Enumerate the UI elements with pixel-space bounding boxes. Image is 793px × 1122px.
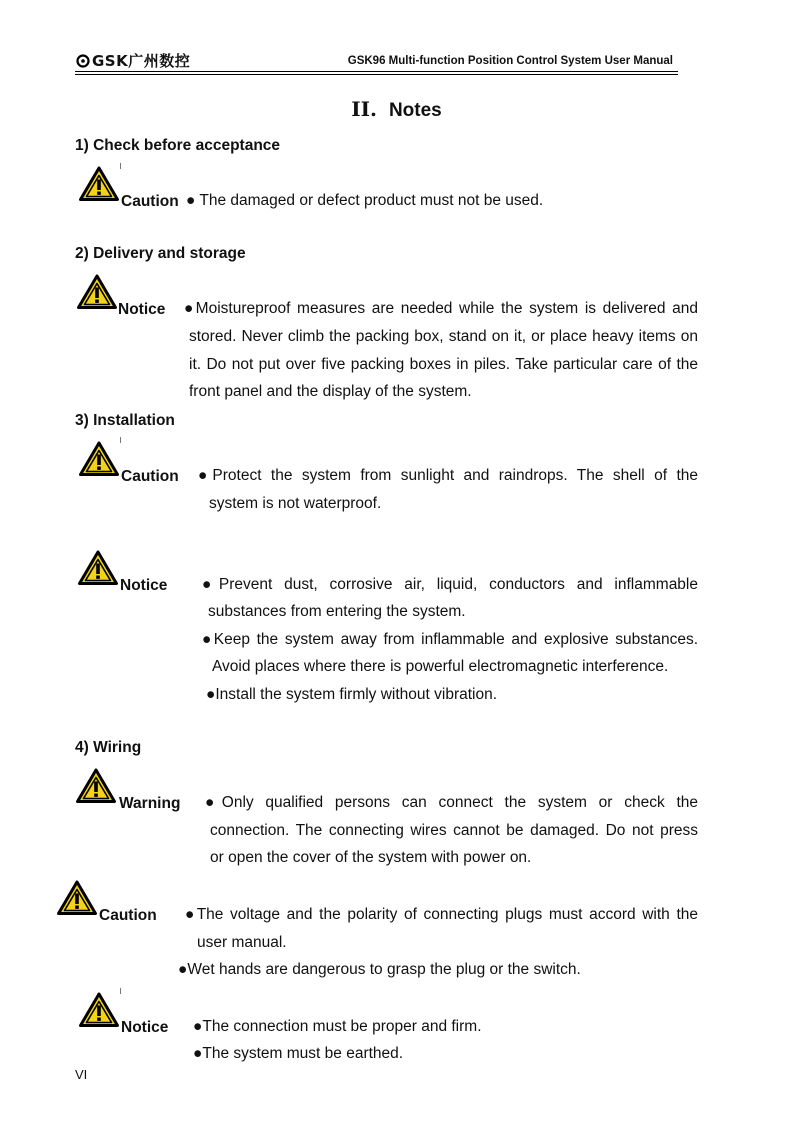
caution-warning-icon <box>57 880 97 916</box>
notice-label: Notice <box>118 301 166 318</box>
note-line: it. Do not put over five packing boxes in piles. Take particular care of the <box>189 356 698 373</box>
section-heading: 1) Check before acceptance <box>75 137 281 154</box>
manual-title: GSK96 Multi-function Position Control System User Manual <box>347 55 673 67</box>
note-line: Avoid places where there is powerful electromagnetic interference. <box>212 658 669 675</box>
caution-warning-icon <box>79 166 119 202</box>
gsk-logo-icon <box>76 54 90 68</box>
notice-label: Notice <box>120 577 168 594</box>
note-line: connection. The connecting wires cannot be damaged. Do not press <box>210 822 698 839</box>
note-line: stored. Never climb the packing box, stand on it, or place heavy items on <box>189 328 698 345</box>
note-line: ●Install the system firmly without vibration. <box>206 686 498 703</box>
caution-warning-icon <box>79 441 119 477</box>
section-heading: 4) Wiring <box>75 739 142 756</box>
notice-warning-icon <box>77 274 117 310</box>
caution-label: Caution <box>99 907 157 924</box>
caution-label: Caution <box>121 468 179 485</box>
note-line: front panel and the display of the system. <box>189 383 472 400</box>
note-line: ●Keep the system away from inflammable and explosive substances. <box>202 631 698 648</box>
notice-warning-icon <box>78 550 118 586</box>
note-line: ●Wet hands are dangerous to grasp the plug or the switch. <box>178 961 581 978</box>
notice-label: Notice <box>121 1019 169 1036</box>
note-line: ●Moistureproof measures are needed while the system is delivered and <box>184 300 698 317</box>
note-line: ● The damaged or defect product must not be used. <box>186 192 544 209</box>
header-rule <box>75 71 678 72</box>
page-number: VI <box>75 1067 88 1082</box>
warning-label: Warning <box>119 795 181 812</box>
caution-label: Caution <box>121 193 179 210</box>
section-heading: 3) Installation <box>75 412 175 429</box>
note-line: ●The connection must be proper and firm. <box>193 1018 482 1035</box>
note-line: ●Only qualified persons can connect the system or check the <box>205 794 698 811</box>
note-line: ●Protect the system from sunlight and raindrops. The shell of the <box>198 467 698 484</box>
margin-mark <box>120 437 121 443</box>
note-line: ●The voltage and the polarity of connecting plugs must accord with the <box>185 906 698 923</box>
note-line: or open the cover of the system with power on. <box>210 849 532 866</box>
chapter-number: II. <box>351 97 377 121</box>
note-line: ●Prevent dust, corrosive air, liquid, conductors and inflammable <box>202 576 698 593</box>
company-logo <box>76 50 190 71</box>
header-rule-thin <box>75 74 678 75</box>
note-line: system is not waterproof. <box>209 495 382 512</box>
notice-warning-icon <box>79 992 119 1028</box>
chapter-title <box>0 97 793 122</box>
margin-mark <box>120 988 121 994</box>
note-line: substances from entering the system. <box>208 603 466 620</box>
note-line: ●The system must be earthed. <box>193 1045 404 1062</box>
warning-icon <box>76 768 116 804</box>
section-heading: 2) Delivery and storage <box>75 245 246 262</box>
margin-mark <box>120 163 121 169</box>
chapter-heading: Notes <box>388 100 442 121</box>
note-line: user manual. <box>197 934 287 951</box>
logo-text: GSK广州数控 <box>92 52 191 70</box>
